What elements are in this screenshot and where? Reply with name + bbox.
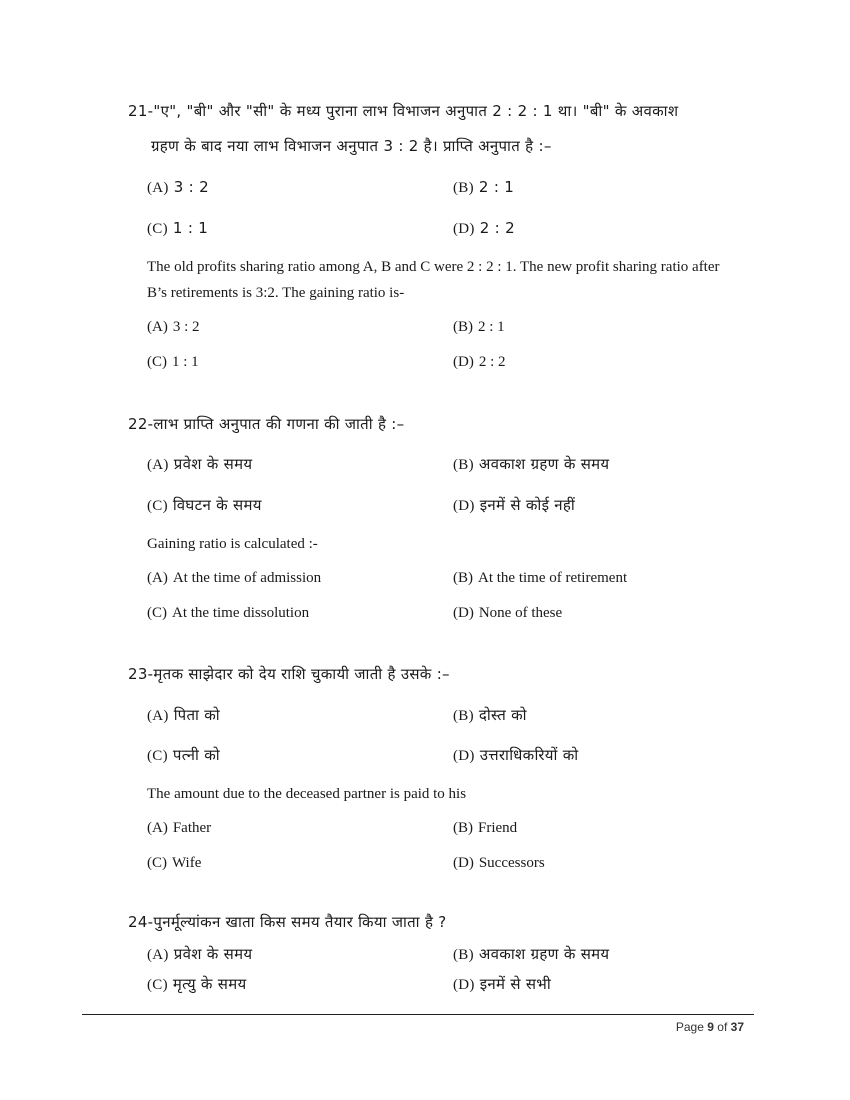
question-22-number: 22- [128, 415, 154, 433]
q23-hindi-option-d[interactable]: (D) उत्तराधिकरियों को [453, 746, 579, 764]
question-22-hindi-text-1: लाभ प्राप्ति अनुपात की गणना की जाती है :– [153, 415, 405, 433]
q23-english-option-b[interactable]: (B) Friend [453, 820, 518, 836]
q23-english-option-d[interactable]: (D) Successors [453, 855, 545, 871]
question-24-hindi-text-1: पुनर्मूल्यांकन खाता किस समय तैयार किया जाता है ? [153, 913, 447, 931]
q22-hindi-option-b[interactable]: (B) अवकाश ग्रहण के समय [453, 455, 610, 473]
q21-english-option-c[interactable]: (C) 1 : 1 [147, 354, 199, 370]
question-21-english-line-1: The old profits sharing ratio among A, B and C were 2 : 2 : 1. The new profit sharing ratio after [147, 259, 720, 275]
page-footer [676, 1020, 744, 1034]
footer-divider [82, 1014, 754, 1015]
question-21-hindi-text-1: "ए", "बी" और "सी" के मध्य पुराना लाभ विभाजन अनुपात 2 : 2 : 1 था। "बी" के अवकाश [153, 102, 679, 120]
q22-english-option-c[interactable]: (C) At the time dissolution [147, 605, 310, 621]
page-word: Page [675, 1020, 704, 1034]
q21-hindi-option-d[interactable]: (D) 2 : 2 [453, 219, 515, 237]
q23-hindi-option-a[interactable]: (A) पिता को [147, 706, 220, 724]
q23-english-option-a[interactable]: (A) Father [147, 820, 212, 836]
question-23-english-line-1: The amount due to the deceased partner is paid to his [147, 786, 467, 802]
question-24-hindi-line-1 [128, 912, 447, 932]
q21-hindi-option-a[interactable]: (A) 3 : 2 [147, 178, 209, 196]
question-24-number: 24- [128, 913, 154, 931]
question-21-number: 21- [128, 102, 154, 120]
q24-hindi-option-c[interactable]: (C) मृत्यु के समय [147, 975, 247, 993]
question-22-english-line-1: Gaining ratio is calculated :- [147, 536, 318, 552]
q23-hindi-option-b[interactable]: (B) दोस्त को [453, 706, 527, 724]
q22-english-option-b[interactable]: (B) At the time of retirement [453, 570, 628, 586]
q23-hindi-option-c[interactable]: (C) पत्नी को [147, 746, 220, 764]
q22-hindi-option-a[interactable]: (A) प्रवेश के समय [147, 455, 253, 473]
question-21-hindi-line-2: ग्रहण के बाद नया लाभ विभाजन अनुपात 3 : 2 है। प्राप्ति अनुपात है :– [151, 137, 552, 155]
question-23-number: 23- [128, 665, 154, 683]
q22-hindi-option-d[interactable]: (D) इनमें से कोई नहीं [453, 496, 576, 514]
q24-hindi-option-d[interactable]: (D) इनमें से सभी [453, 975, 552, 993]
question-23-hindi-text-1: मृतक साझेदार को देय राशि चुकायी जाती है उसके :– [153, 665, 450, 683]
question-23-hindi-line-1 [128, 664, 450, 684]
q21-hindi-option-c[interactable]: (C) 1 : 1 [147, 219, 209, 237]
current-page-number: 9 [707, 1020, 714, 1034]
q22-english-option-d[interactable]: (D) None of these [453, 605, 563, 621]
q22-english-option-a[interactable]: (A) At the time of admission [147, 570, 322, 586]
q24-hindi-option-b[interactable]: (B) अवकाश ग्रहण के समय [453, 945, 610, 963]
q24-hindi-option-a[interactable]: (A) प्रवेश के समय [147, 945, 253, 963]
q21-hindi-option-b[interactable]: (B) 2 : 1 [453, 178, 515, 196]
total-pages-number: 37 [730, 1020, 744, 1034]
of-word: of [717, 1020, 728, 1034]
q23-english-option-c[interactable]: (C) Wife [147, 855, 202, 871]
question-22-hindi-line-1 [128, 414, 404, 434]
question-21-hindi-line-1 [128, 101, 678, 121]
q21-english-option-d[interactable]: (D) 2 : 2 [453, 354, 506, 370]
q22-hindi-option-c[interactable]: (C) विघटन के समय [147, 496, 262, 514]
q21-english-option-b[interactable]: (B) 2 : 1 [453, 319, 505, 335]
question-21-english-line-2: B’s retirements is 3:2. The gaining ratio is- [147, 285, 405, 301]
q21-english-option-a[interactable]: (A) 3 : 2 [147, 319, 200, 335]
